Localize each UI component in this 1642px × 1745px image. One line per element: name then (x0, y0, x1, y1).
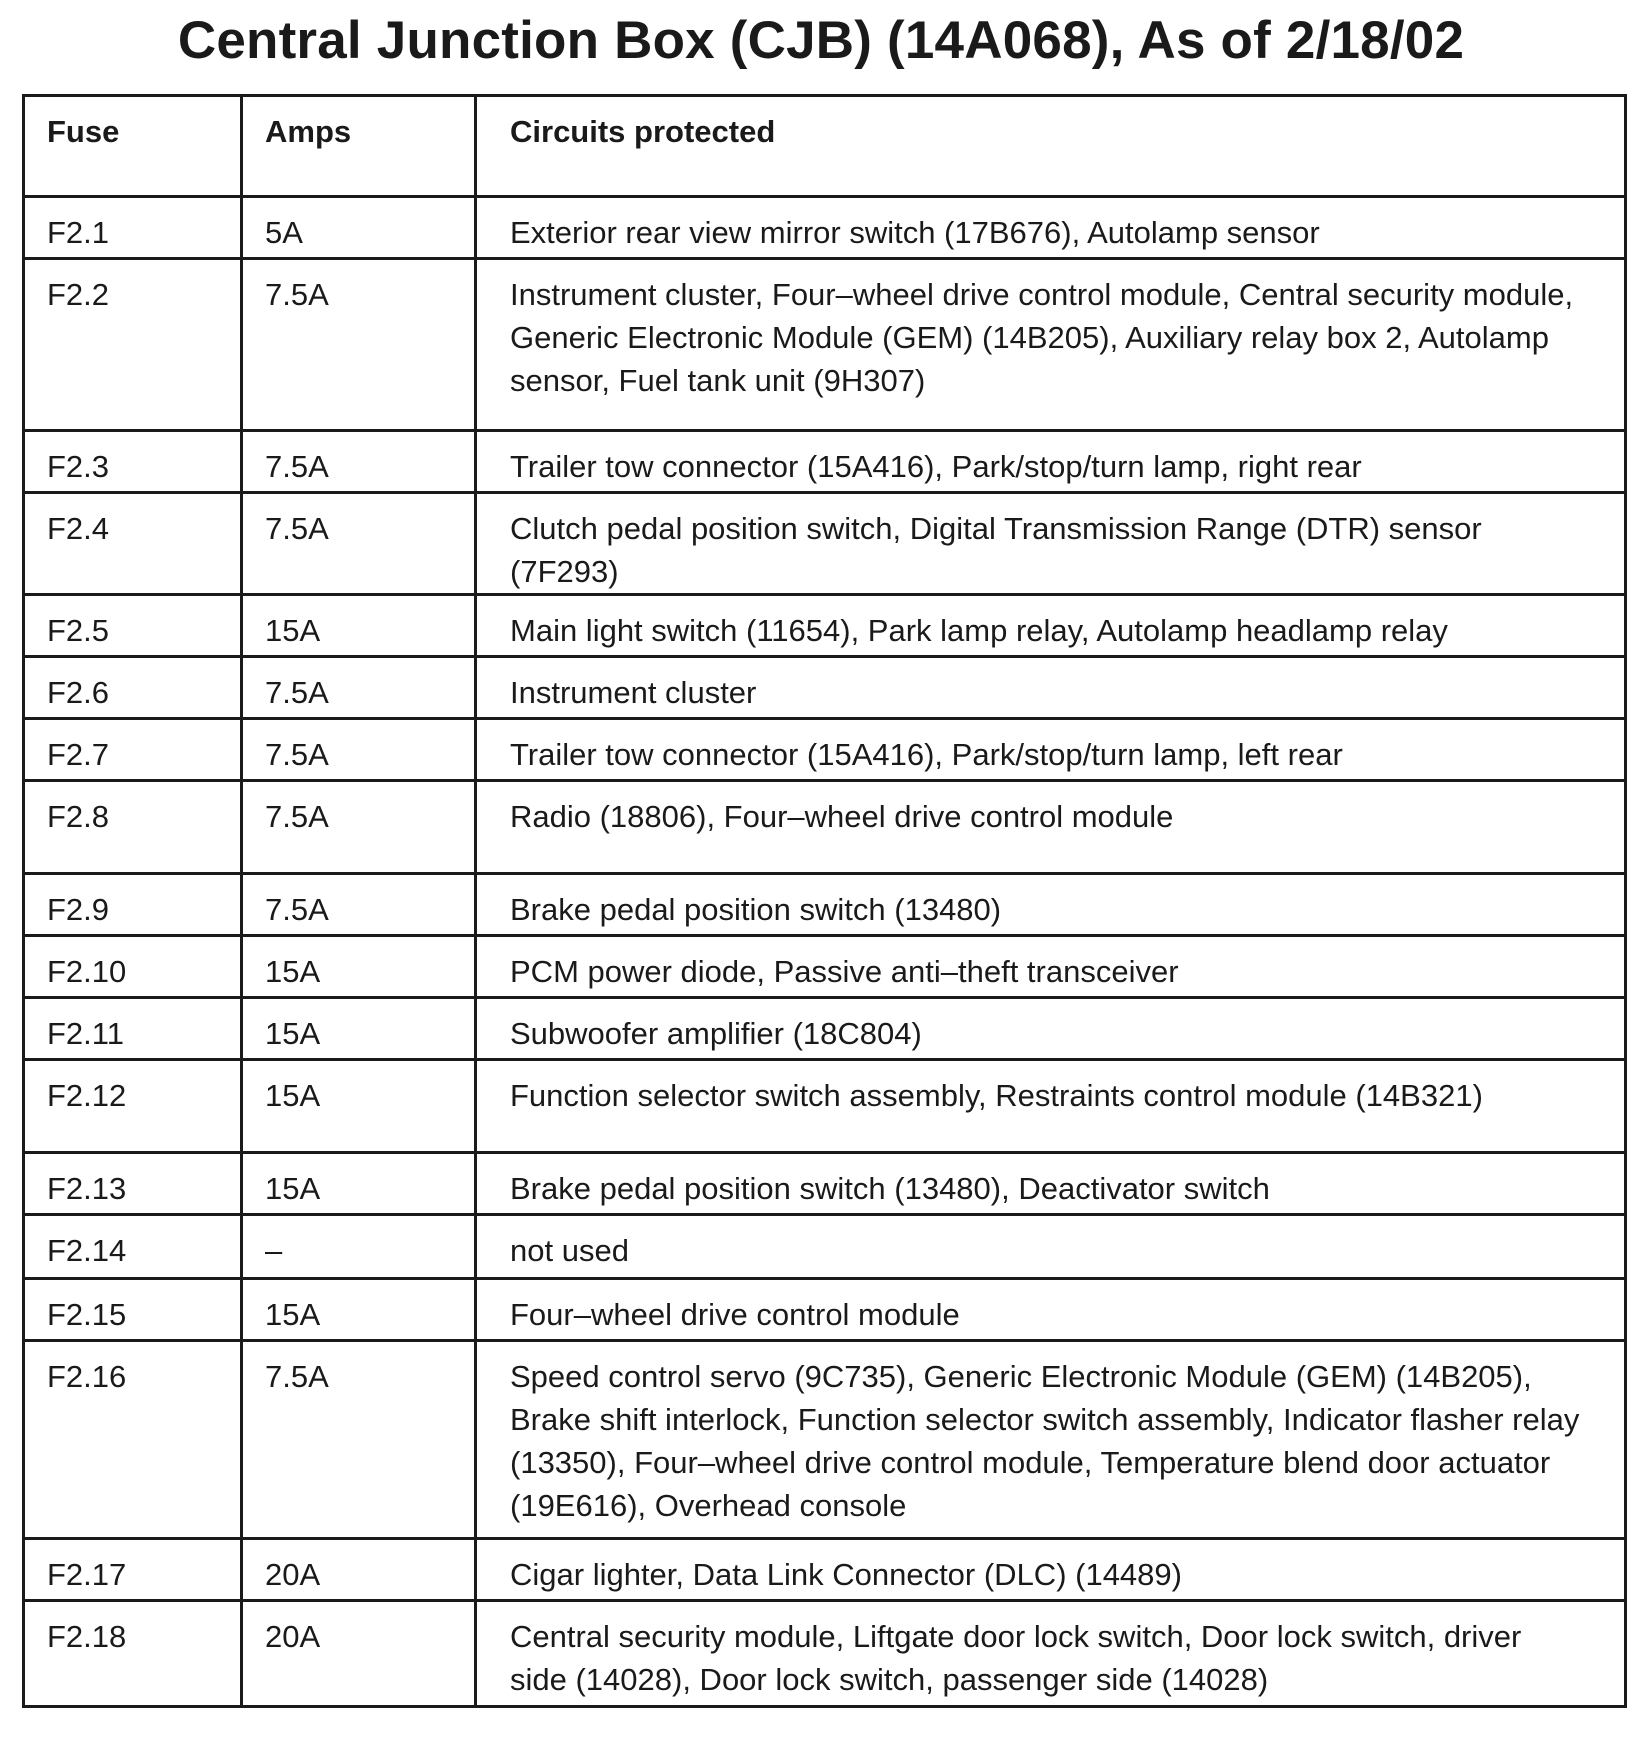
table-row (24, 493, 1626, 595)
circuits-cell: Trailer tow connector (15A416), Park/stop/turn lamp, right rear (476, 431, 1626, 493)
fuse-cell: F2.10 (24, 936, 242, 998)
table-row (24, 595, 1626, 657)
table-row (24, 431, 1626, 493)
fuse-cell: F2.11 (24, 998, 242, 1060)
table-row (24, 936, 1626, 998)
circuits-cell: Brake pedal position switch (13480) (476, 874, 1626, 936)
amps-cell: 15A (242, 1279, 476, 1341)
fuse-cell: F2.13 (24, 1153, 242, 1215)
circuits-cell: Clutch pedal position switch, Digital Transmission Range (DTR) sensor (7F293) (476, 493, 1626, 595)
fuse-cell: F2.12 (24, 1060, 242, 1153)
circuits-cell: Instrument cluster (476, 657, 1626, 719)
table-row (24, 1279, 1626, 1341)
circuits-cell: Main light switch (11654), Park lamp relay, Autolamp headlamp relay (476, 595, 1626, 657)
table-row (24, 1341, 1626, 1539)
amps-cell: 7.5A (242, 431, 476, 493)
fuse-cell: F2.14 (24, 1215, 242, 1279)
circuits-column-header: Circuits protected (476, 96, 1626, 197)
page-title: Central Junction Box (CJB) (14A068), As of 2/18/02 (177, 11, 1465, 70)
amps-cell: 15A (242, 936, 476, 998)
amps-cell: 7.5A (242, 493, 476, 595)
amps-cell: 20A (242, 1601, 476, 1707)
fuse-cell: F2.7 (24, 719, 242, 781)
table-row (24, 197, 1626, 259)
amps-cell: 15A (242, 998, 476, 1060)
fuse-cell: F2.6 (24, 657, 242, 719)
header-row (24, 96, 1626, 197)
amps-cell: 7.5A (242, 781, 476, 874)
amps-cell: 7.5A (242, 657, 476, 719)
table-row (24, 1060, 1626, 1153)
table-row (24, 781, 1626, 874)
amps-cell: 7.5A (242, 719, 476, 781)
table-row (24, 874, 1626, 936)
fuse-cell: F2.16 (24, 1341, 242, 1539)
table-row (24, 1601, 1626, 1707)
circuits-cell: Trailer tow connector (15A416), Park/stop/turn lamp, left rear (476, 719, 1626, 781)
circuits-cell: Instrument cluster, Four–wheel drive control module, Central security module, Generic Electronic Module (GEM) (14B205), Auxiliary relay box 2, Autolamp sensor, Fuel tank unit (9H307) (476, 259, 1626, 431)
circuits-cell: Brake pedal position switch (13480), Deactivator switch (476, 1153, 1626, 1215)
amps-cell: 5A (242, 197, 476, 259)
fuse-column-header: Fuse (24, 96, 242, 197)
fuse-cell: F2.15 (24, 1279, 242, 1341)
circuits-cell: Exterior rear view mirror switch (17B676), Autolamp sensor (476, 197, 1626, 259)
amps-cell: 7.5A (242, 1341, 476, 1539)
fuse-cell: F2.17 (24, 1539, 242, 1601)
amps-cell: – (242, 1215, 476, 1279)
table-row (24, 1153, 1626, 1215)
fuse-cell: F2.9 (24, 874, 242, 936)
fuse-cell: F2.18 (24, 1601, 242, 1707)
circuits-cell: Four–wheel drive control module (476, 1279, 1626, 1341)
fuse-table-body (24, 197, 1626, 1707)
table-row (24, 657, 1626, 719)
circuits-cell: PCM power diode, Passive anti–theft transceiver (476, 936, 1626, 998)
amps-cell: 15A (242, 1153, 476, 1215)
circuits-cell: Speed control servo (9C735), Generic Electronic Module (GEM) (14B205), Brake shift interlock, Function selector switch assembly, Indicator flasher relay (13350), Four–wheel drive control module, Temperature blend door actuator (19E616), Overhead console (476, 1341, 1626, 1539)
table-row (24, 1539, 1626, 1601)
circuits-cell: Subwoofer amplifier (18C804) (476, 998, 1626, 1060)
amps-cell: 7.5A (242, 259, 476, 431)
fuse-cell: F2.1 (24, 197, 242, 259)
amps-cell: 7.5A (242, 874, 476, 936)
fuse-cell: F2.5 (24, 595, 242, 657)
amps-cell: 20A (242, 1539, 476, 1601)
circuits-cell: Radio (18806), Four–wheel drive control module (476, 781, 1626, 874)
circuits-cell: not used (476, 1215, 1626, 1279)
fuse-cell: F2.2 (24, 259, 242, 431)
amps-cell: 15A (242, 595, 476, 657)
table-row (24, 259, 1626, 431)
fuse-cell: F2.3 (24, 431, 242, 493)
table-row (24, 1215, 1626, 1279)
fuse-cell: F2.8 (24, 781, 242, 874)
amps-column-header: Amps (242, 96, 476, 197)
table-row (24, 719, 1626, 781)
circuits-cell: Central security module, Liftgate door lock switch, Door lock switch, driver side (14028), Door lock switch, passenger side (14028) (476, 1601, 1626, 1707)
fuse-cell: F2.4 (24, 493, 242, 595)
circuits-cell: Cigar lighter, Data Link Connector (DLC) (14489) (476, 1539, 1626, 1601)
circuits-cell: Function selector switch assembly, Restraints control module (14B321) (476, 1060, 1626, 1153)
fuse-table (22, 94, 1627, 1708)
amps-cell: 15A (242, 1060, 476, 1153)
table-row (24, 998, 1626, 1060)
